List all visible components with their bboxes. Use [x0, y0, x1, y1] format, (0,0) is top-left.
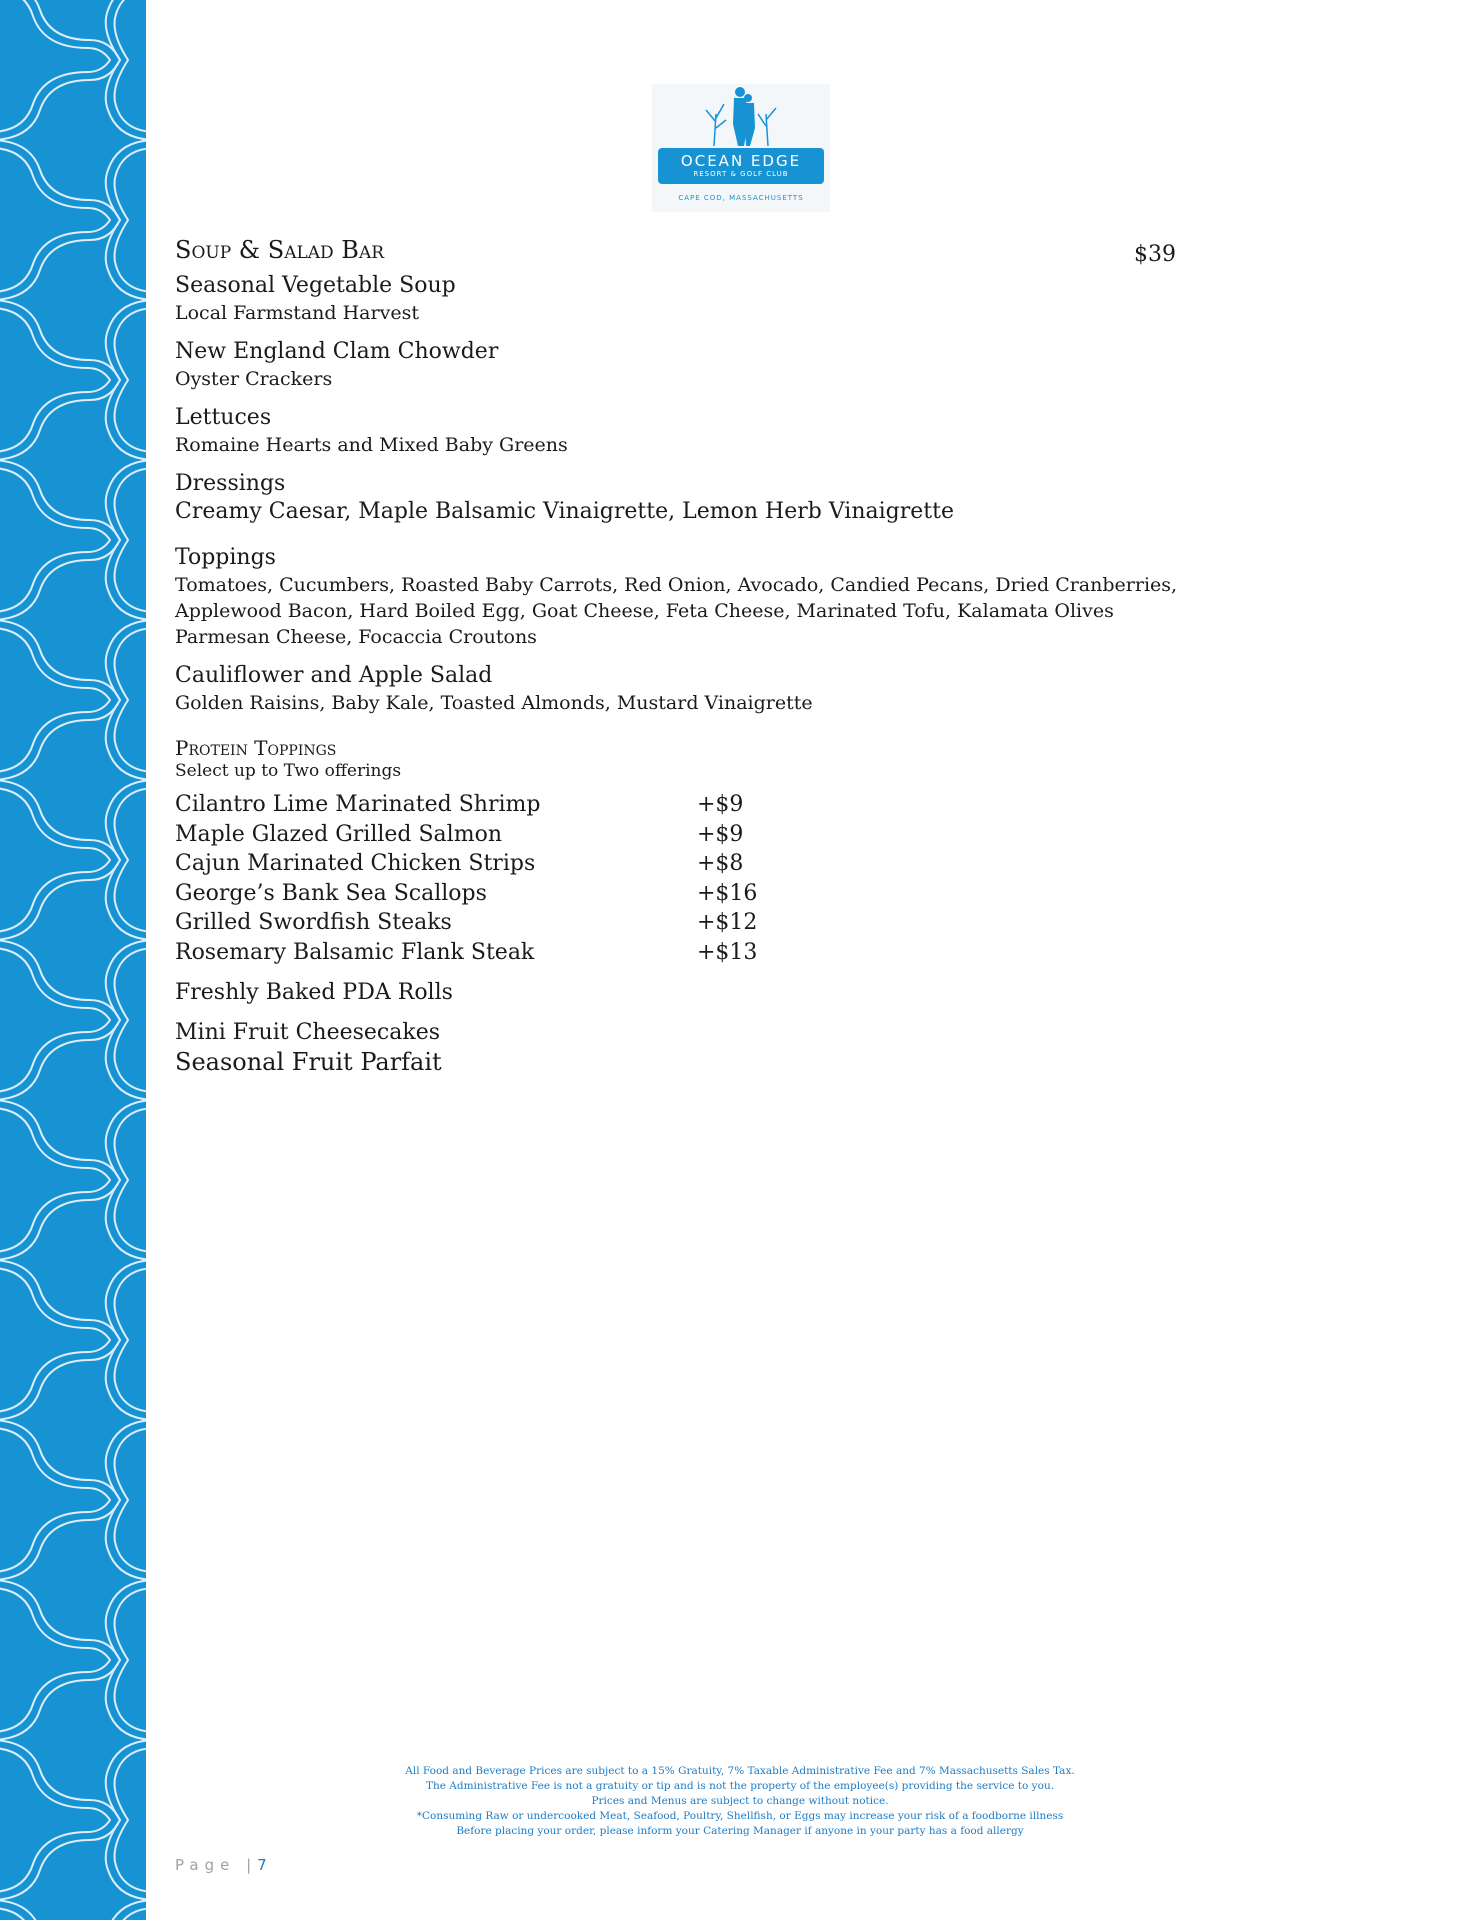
- menu-item: [175, 404, 1195, 458]
- dessert-item: Mini Fruit Cheesecakes: [175, 1020, 441, 1045]
- item-title: Cauliflower and Apple Salad: [175, 663, 493, 688]
- item-title: Lettuces: [175, 405, 272, 430]
- menu-item: [175, 272, 1195, 326]
- logo-banner: [658, 148, 824, 184]
- dessert-item: Seasonal Fruit Parfait: [175, 1048, 442, 1076]
- menu-title: Soup & Salad Bar: [175, 236, 385, 264]
- menu-price: $39: [1134, 242, 1176, 267]
- item-description: Creamy Caesar, Maple Balsamic Vinaigrette, Lemon Herb Vinaigrette: [175, 499, 954, 524]
- protein-name: Cajun Marinated Chicken Strips: [175, 851, 536, 876]
- menu-item: [175, 338, 1195, 392]
- protein-name: Cilantro Lime Marinated Shrimp: [175, 792, 541, 817]
- item-description: Tomatoes, Cucumbers, Roasted Baby Carrots, Red Onion, Avocado, Candied Pecans, Dried Cranberries,: [175, 574, 1178, 596]
- footer-line: All Food and Beverage Prices are subject to a 15% Gratuity, 7% Taxable Administrative Fee and 7% Massachusetts Sales Tax.: [405, 1765, 1075, 1777]
- menu-content: [175, 236, 1195, 1077]
- footer-line: Before placing your order, please inform your Catering Manager if anyone in your party has a food allergy: [456, 1825, 1024, 1837]
- protein-price: +$12: [697, 910, 758, 935]
- resort-logo: [652, 84, 830, 212]
- protein-price: +$9: [697, 792, 744, 817]
- item-description: Local Farmstand Harvest: [175, 302, 419, 324]
- item-description: Golden Raisins, Baby Kale, Toasted Almonds, Mustard Vinaigrette: [175, 692, 813, 714]
- protein-row: [175, 908, 1195, 938]
- protein-price: +$16: [697, 880, 758, 906]
- logo-name: OCEAN EDGE: [680, 152, 802, 170]
- rolls-item: Freshly Baked PDA Rolls: [175, 980, 453, 1005]
- item-title: Toppings: [175, 545, 276, 570]
- footer-line: Prices and Menus are subject to change without notice.: [591, 1795, 889, 1807]
- protein-subtitle: Select up to Two offerings: [175, 761, 402, 781]
- item-title: Seasonal Vegetable Soup: [175, 273, 456, 298]
- quatrefoil-pattern: [0, 0, 146, 1920]
- item-description: Parmesan Cheese, Focaccia Croutons: [175, 626, 537, 648]
- protein-row: [175, 849, 1195, 879]
- protein-name: Grilled Swordfish Steaks: [175, 910, 452, 935]
- protein-name: Rosemary Balsamic Flank Steak: [175, 939, 535, 965]
- page-number: [175, 1856, 267, 1874]
- protein-row: [175, 879, 1195, 909]
- protein-list: [175, 790, 1195, 967]
- protein-name: George’s Bank Sea Scallops: [175, 880, 487, 906]
- menu-item: [175, 544, 1195, 650]
- item-description: Applewood Bacon, Hard Boiled Egg, Goat Cheese, Feta Cheese, Marinated Tofu, Kalamata Olives: [175, 600, 1114, 622]
- item-description: Romaine Hearts and Mixed Baby Greens: [175, 434, 568, 456]
- protein-row: [175, 790, 1195, 820]
- couple-tree-icon: [700, 84, 782, 146]
- footer-line: The Administrative Fee is not a gratuity or tip and is not the property of the employee(s) providing the service to you.: [425, 1780, 1055, 1792]
- protein-row: [175, 938, 1195, 968]
- protein-price: +$13: [697, 939, 758, 965]
- item-description: Oyster Crackers: [175, 368, 333, 390]
- logo-location: CAPE COD, MASSACHUSETTS: [678, 194, 804, 202]
- page-num: 7: [257, 1856, 267, 1874]
- protein-row: [175, 820, 1195, 850]
- decorative-pattern-sidebar: [0, 0, 146, 1920]
- protein-title: Protein Toppings: [175, 736, 337, 760]
- item-title: New England Clam Chowder: [175, 339, 499, 364]
- logo-subtitle: RESORT & GOLF CLUB: [693, 170, 789, 178]
- footer-line: *Consuming Raw or undercooked Meat, Seafood, Poultry, Shellfish, or Eggs may increase your risk of a foodborne illness: [416, 1810, 1064, 1822]
- protein-price: +$8: [697, 851, 744, 876]
- protein-price: +$9: [697, 821, 744, 847]
- protein-name: Maple Glazed Grilled Salmon: [175, 821, 502, 847]
- menu-item: [175, 470, 1195, 526]
- menu-item: [175, 662, 1195, 716]
- item-title: Dressings: [175, 471, 286, 496]
- page-separator: |: [246, 1856, 258, 1874]
- footer-disclaimer: [380, 1764, 1100, 1839]
- page-label: Page: [175, 1856, 236, 1874]
